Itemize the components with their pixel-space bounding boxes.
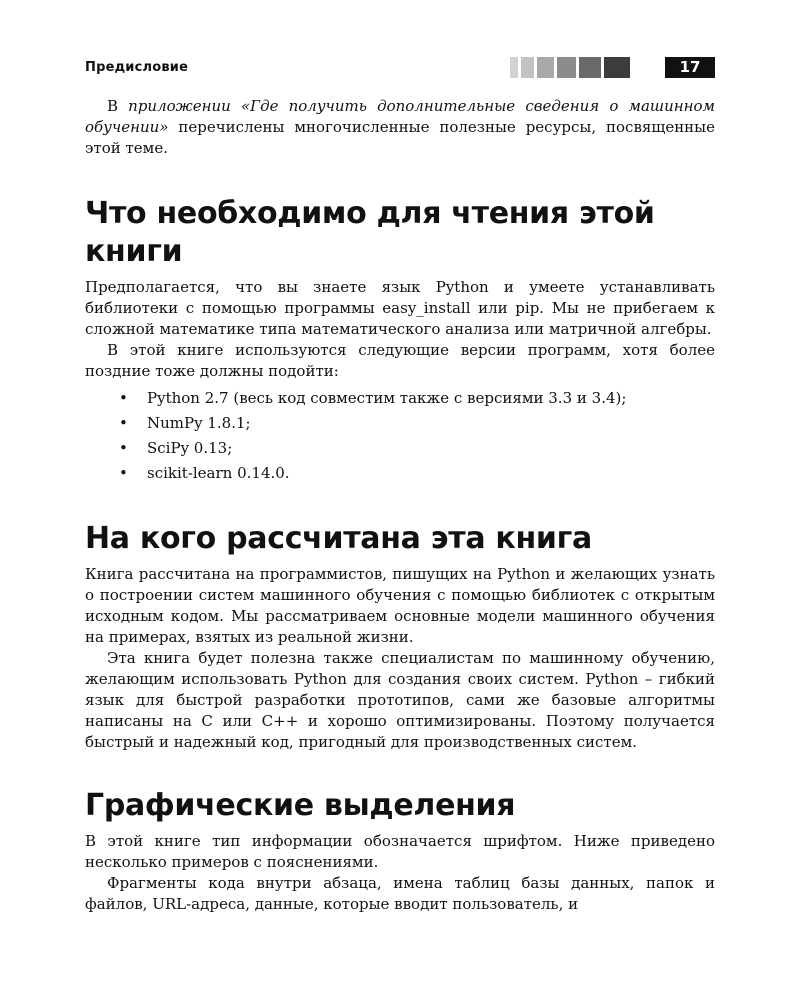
running-header (85, 52, 715, 82)
header-bar (537, 57, 554, 78)
header-bar (521, 57, 534, 78)
book-page (85, 52, 715, 915)
page-number: 17 (665, 57, 715, 78)
paragraph: Книга рассчитана на программистов, пишущих на Python и желающих узнать о построении систем машинного обучения с помощью библиотек с открытым исходным кодом. Мы рассматриваем основные модели машинного обучения на примерах, взятых из реальной жизни. (85, 565, 715, 646)
list-item: • SciPy 0.13; (119, 436, 715, 461)
header-bar (579, 57, 601, 78)
header-bar (510, 57, 518, 78)
intro-suffix: перечислены многочисленные полезные ресурсы, посвященные этой теме. (85, 118, 715, 157)
paragraph: В этой книге тип информации обозначается шрифтом. Ниже приведено несколько примеров с пояснениями. (85, 832, 715, 871)
list-item: • NumPy 1.8.1; (119, 411, 715, 436)
software-versions-list (85, 386, 715, 486)
paragraph: Предполагается, что вы знаете язык Python и умеете устанавливать библиотеки с помощью программы easy_install или pip. Мы не прибегаем к сложной математике типа математического анализа или матричной алгебры. (85, 278, 715, 338)
header-bar (557, 57, 576, 78)
list-item: • scikit-learn 0.14.0. (119, 461, 715, 486)
intro-paragraph (85, 96, 715, 159)
section-heading-audience: На кого рассчитана эта книга (85, 521, 592, 556)
intro-prefix: В (107, 97, 129, 115)
section-heading-conventions: Графические выделения (85, 788, 516, 823)
section-heading-requirements: Что необходимо для чтения этой книги (85, 196, 655, 269)
paragraph: В этой книге используются следующие версии программ, хотя более поздние тоже должны подойти: (85, 341, 715, 380)
paragraph: Фрагменты кода внутри абзаца, имена таблиц базы данных, папок и файлов, URL-адреса, данные, которые вводит пользователь, и (85, 874, 715, 913)
header-gradient-bars (510, 57, 630, 78)
running-title: Предисловие (85, 60, 189, 75)
list-item: • Python 2.7 (весь код совместим также с версиями 3.3 и 3.4); (119, 386, 715, 411)
intro-appendix-reference: приложении «Где получить дополнительные сведения о машинном обучении» (85, 97, 715, 136)
paragraph: Эта книга будет полезна также специалистам по машинному обучению, желающим использовать Python для создания своих систем. Python – гибкий язык для быстрой разработки прототипов, сами же базовые алгоритмы написаны на C или C++ и хорошо оптимизированы. Поэтому получается быстрый и надежный код, пригодный для производственных систем. (85, 649, 715, 751)
header-bar (604, 57, 630, 78)
